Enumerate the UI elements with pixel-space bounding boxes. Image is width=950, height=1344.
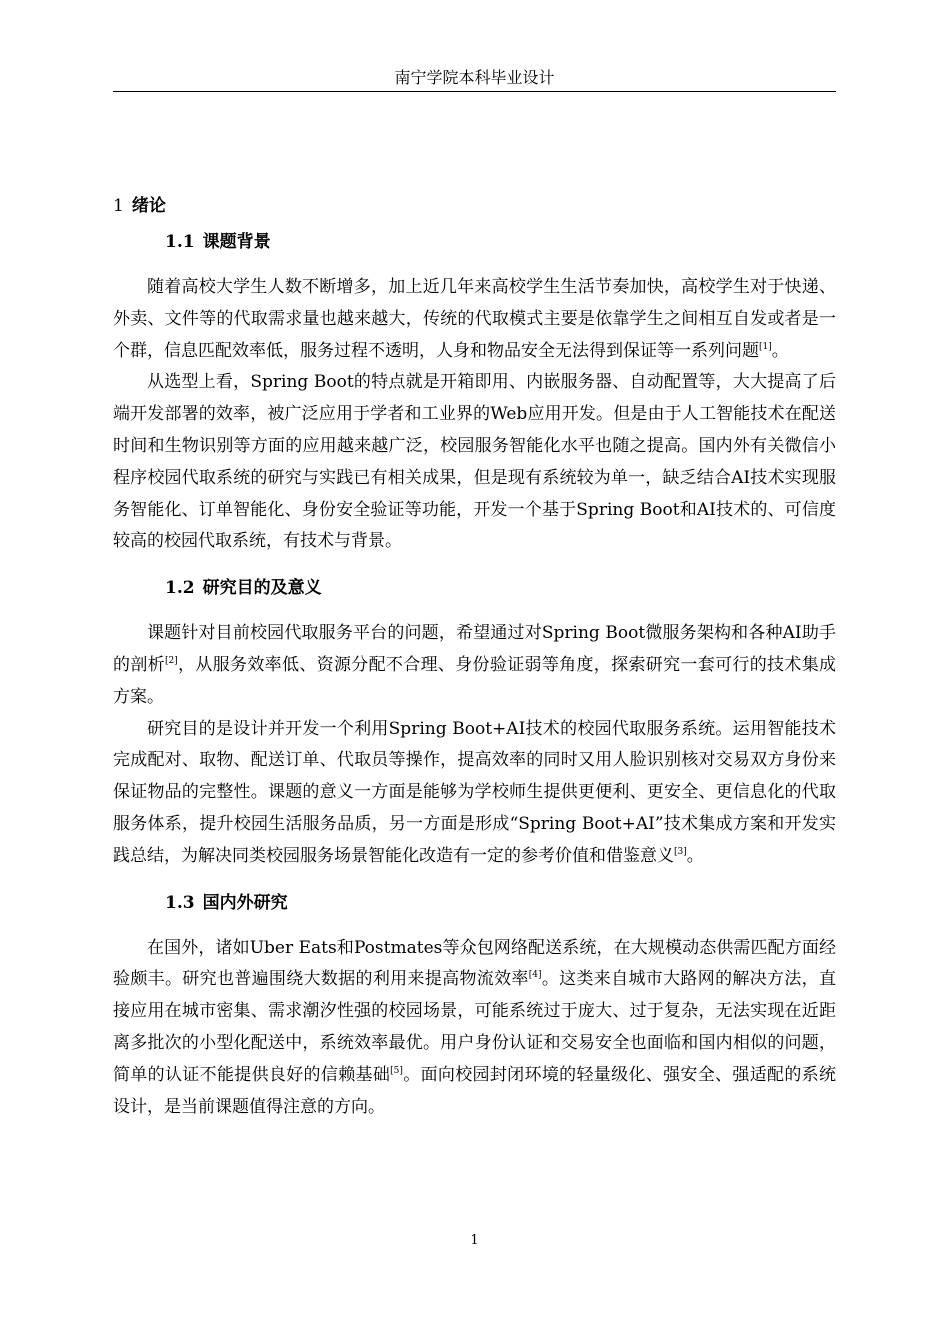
page-header-title: 南宁学院本科毕业设计	[394, 68, 555, 87]
page-number: 1	[470, 1233, 479, 1248]
paragraph-text: 课题针对目前校园代取服务平台的问题，希望通过对Spring Boot微服务架构和各种AI助手的剖析	[113, 623, 836, 675]
paragraph-text: 研究目的是设计并开发一个利用Spring Boot+AI技术的校园代取服务系统。运用智能技术完成配对、取物、配送订单、代取员等操作，提高效率的同时又用人脸识别核对交易双方身份来保证物品的完整性。课题的意义一方面是能够为学校师生提供更便利、更安全、更信息化的代取服务体系，提升校园生活服务品质，另一方面是形成“Spring Boot+AI”技术集成方案和开发实践总结，为解决同类校园服务场景智能化改造有一定的参考价值和借鉴意义	[113, 718, 836, 866]
paragraph-text: 。	[686, 845, 704, 866]
header-rule	[113, 91, 836, 92]
citation-ref: [2]	[164, 655, 178, 666]
paragraph-text: 在国外，诸如Uber Eats和Postmates等众包网络配送系统，在大规模动态供需匹配方面经验颇丰。研究也普遍围绕大数据的利用来提高物流效率	[113, 937, 836, 990]
body-paragraph	[113, 618, 836, 713]
paragraph-text: 从选型上看，Spring Boot的特点就是开箱即用、内嵌服务器、自动配置等，大大提高了后端开发部署的效率，被广泛应用于学者和工业界的Web应用开发。但是由于人工智能技术在配送时间和生物识别等方面的应用越来越广泛，校园服务智能化水平也随之提高。国内外有关微信小程序校园代取系统的研究与实践已有相关成果，但是现有系统较为单一，缺乏结合AI技术实现服务智能化、订单智能化、身份安全验证等功能，开发一个基于Spring Boot和AI技术的、可信度较高的校园代取系统，有技术与背景。	[113, 372, 836, 552]
paragraph-text: ，从服务效率低、资源分配不合理、身份验证弱等角度，探索研究一套可行的技术集成方案。	[113, 654, 837, 707]
citation-ref: [3]	[674, 846, 687, 857]
citation-ref: [5]	[390, 1065, 403, 1076]
section-heading	[165, 570, 836, 606]
section-title: 国内外研究	[202, 892, 288, 913]
citation-ref: [1]	[759, 341, 772, 352]
section-number: 1.2	[165, 578, 195, 599]
body-paragraph	[113, 714, 836, 873]
citation-ref: [4]	[528, 970, 542, 981]
paragraph-text: 。这类来自城市大路网的解决方法，直接应用在城市密集、需求潮汐性强的校园场景，可能系统过于庞大、过于复杂，无法实现在近距离多批次的小型化配送中，系统效率最优。用户身份认证和交易安全也面临和国内相似的问题，简单的认证不能提供良好的信赖基础	[113, 969, 837, 1085]
chapter-heading	[113, 188, 836, 224]
sections-container	[113, 224, 836, 1123]
paragraph-text: 随着高校大学生人数不断增多，加上近几年来高校学生生活节奏加快，高校学生对于快递、外卖、文件等的代取需求量也越来越大，传统的代取模式主要是依靠学生之间相互自发或者是一个群，信息匹配效率低，服务过程不透明，人身和物品安全无法得到保证等一系列问题	[113, 277, 836, 361]
section-heading	[165, 224, 836, 260]
paragraph-text: 。面向校园封闭环境的轻量级化、强安全、强适配的系统设计，是当前课题值得注意的方向。	[113, 1064, 837, 1117]
section-number: 1.3	[165, 892, 195, 913]
body-paragraph	[113, 367, 836, 558]
section-heading	[165, 885, 836, 921]
paragraph-text: 。	[771, 340, 789, 361]
document-body	[113, 188, 836, 1123]
body-paragraph	[113, 933, 836, 1124]
chapter-number: 1	[113, 196, 124, 216]
section-number: 1.1	[165, 232, 195, 252]
body-paragraph	[113, 272, 836, 367]
section-title: 研究目的及意义	[202, 578, 322, 599]
chapter-title: 绪论	[131, 196, 166, 216]
section-title: 课题背景	[202, 232, 271, 252]
